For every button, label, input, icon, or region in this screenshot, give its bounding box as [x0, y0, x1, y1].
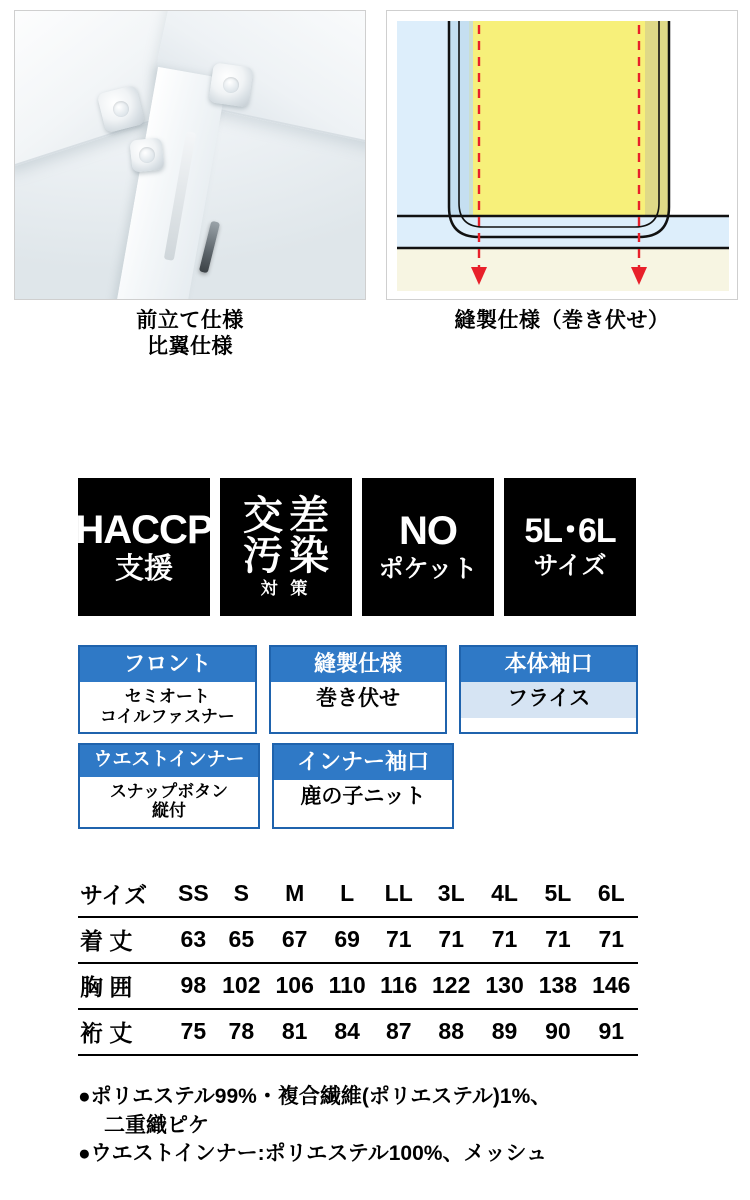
cell-chest-4l: 130	[478, 963, 531, 1009]
material-notes	[78, 1083, 688, 1169]
cell-sleeve-3l: 88	[425, 1009, 478, 1055]
table-row	[78, 963, 638, 1009]
cell-length-ll: 71	[373, 917, 425, 963]
note-line-2: 二重織ピケ	[104, 1113, 209, 1137]
table-row-header	[78, 872, 638, 917]
note-line-1: ●ポリエステル99%・複合繊維(ポリエステル)1%、	[78, 1085, 552, 1108]
feature-badges	[75, 478, 636, 616]
size-table	[78, 872, 638, 1056]
spec-boxes	[78, 645, 638, 838]
sewing-diagram-svg	[387, 11, 738, 300]
spec-front-body-line-1: セミオート	[124, 687, 210, 707]
spec-body-cuff-head: 本体袖口	[461, 647, 636, 682]
sewing-diagram-block	[386, 10, 738, 334]
note-line-3: ●ウエストインナー:ポリエステル100%、メッシュ	[78, 1142, 548, 1166]
size-header-4l: 4L	[478, 872, 531, 917]
photo-row	[0, 10, 750, 358]
cell-chest-l: 110	[321, 963, 373, 1009]
cell-length-s: 65	[215, 917, 268, 963]
spec-row-2	[78, 743, 638, 829]
badge-cross-char-1: 交	[243, 494, 283, 539]
caption-line-2: 比翼仕様	[147, 334, 233, 358]
cell-sleeve-ll: 87	[373, 1009, 425, 1055]
cell-sleeve-s: 78	[215, 1009, 268, 1055]
badge-cross-row-1	[243, 494, 329, 539]
cell-length-l: 69	[321, 917, 373, 963]
cell-sleeve-5l: 90	[531, 1009, 584, 1055]
badge-haccp-sub: 支援	[114, 552, 173, 585]
cell-length-m: 67	[268, 917, 321, 963]
spec-sewing	[269, 645, 448, 734]
snap-button	[129, 137, 164, 172]
cell-chest-6l: 146	[585, 963, 638, 1009]
size-header-ll: LL	[373, 872, 425, 917]
cell-chest-ss: 98	[172, 963, 215, 1009]
spec-front	[78, 645, 257, 734]
spec-body-cuff-body: フライス	[461, 682, 636, 718]
front-placket-photo-block	[14, 10, 366, 359]
cell-length-6l: 71	[585, 917, 638, 963]
front-placket-caption	[14, 308, 366, 359]
badge-size-5l-6l	[504, 478, 636, 616]
badge-no-pocket	[362, 478, 494, 616]
spec-front-body-line-2: コイルファスナー	[99, 706, 235, 726]
shirt-illustration	[15, 11, 365, 299]
row-label-sleeve: 裄 丈	[78, 1009, 172, 1055]
size-header-l: L	[321, 872, 373, 917]
cell-length-ss: 63	[172, 917, 215, 963]
spec-front-head: フロント	[80, 647, 255, 682]
cell-sleeve-l: 84	[321, 1009, 373, 1055]
size-header-m: M	[268, 872, 321, 917]
size-header-ss: SS	[172, 872, 215, 917]
spec-waist-inner-head: ウエストインナー	[80, 745, 258, 777]
cell-chest-m: 106	[268, 963, 321, 1009]
cell-sleeve-4l: 89	[478, 1009, 531, 1055]
front-placket-photo	[14, 10, 366, 300]
zipper-pull	[199, 221, 220, 274]
sewing-diagram-art	[387, 11, 737, 299]
badge-no-pocket-sub: ポケット	[378, 555, 478, 584]
size-header-3l: 3L	[425, 872, 478, 917]
cell-chest-s: 102	[215, 963, 268, 1009]
row-label-chest: 胸 囲	[78, 963, 172, 1009]
badge-cross-char-2: 差	[289, 494, 329, 539]
spec-inner-cuff	[272, 743, 454, 829]
cell-length-3l: 71	[425, 917, 478, 963]
cell-sleeve-ss: 75	[172, 1009, 215, 1055]
size-header-5l: 5L	[531, 872, 584, 917]
table-row	[78, 1009, 638, 1055]
badge-cross-row-2	[243, 534, 329, 579]
cell-sleeve-6l: 91	[585, 1009, 638, 1055]
badge-size-sub: サイズ	[533, 552, 607, 581]
size-header-6l: 6L	[585, 872, 638, 917]
spec-row-1	[78, 645, 638, 734]
spec-waist-inner-line-1: スナップボタン	[109, 781, 229, 801]
size-header-s: S	[215, 872, 268, 917]
cell-length-5l: 71	[531, 917, 584, 963]
badge-cross-sub: 対 策	[260, 579, 312, 599]
spec-waist-inner	[78, 743, 260, 829]
spec-waist-inner-line-2: 縦付	[152, 801, 186, 821]
spec-sewing-body: 巻き伏せ	[271, 682, 446, 718]
size-table-header-label: サイズ	[78, 872, 172, 917]
cell-chest-3l: 122	[425, 963, 478, 1009]
cell-sleeve-m: 81	[268, 1009, 321, 1055]
badge-haccp	[75, 478, 213, 616]
caption-line-1: 縫製仕様（巻き伏せ）	[454, 309, 670, 332]
badge-haccp-title: HACCP	[75, 507, 213, 552]
badge-cross-contamination	[220, 478, 352, 616]
sewing-diagram-caption	[386, 308, 738, 334]
snap-button	[208, 62, 253, 107]
table-row	[78, 917, 638, 963]
row-label-length: 着 丈	[78, 917, 172, 963]
spec-waist-inner-body	[80, 777, 258, 827]
spec-inner-cuff-body: 鹿の子ニット	[274, 780, 452, 816]
badge-size-title: 5L･6L	[524, 512, 616, 551]
sewing-diagram	[386, 10, 738, 300]
spec-body-cuff	[459, 645, 638, 734]
spec-front-body	[80, 682, 255, 732]
spec-inner-cuff-head: インナー袖口	[274, 745, 452, 780]
badge-no-pocket-title: NO	[399, 509, 457, 554]
cell-length-4l: 71	[478, 917, 531, 963]
badge-cross-char-3: 汚	[243, 534, 283, 579]
cell-chest-5l: 138	[531, 963, 584, 1009]
badge-cross-char-4: 染	[289, 534, 329, 579]
caption-line-1: 前立て仕様	[136, 309, 244, 332]
cell-chest-ll: 116	[373, 963, 425, 1009]
spec-sewing-head: 縫製仕様	[271, 647, 446, 682]
